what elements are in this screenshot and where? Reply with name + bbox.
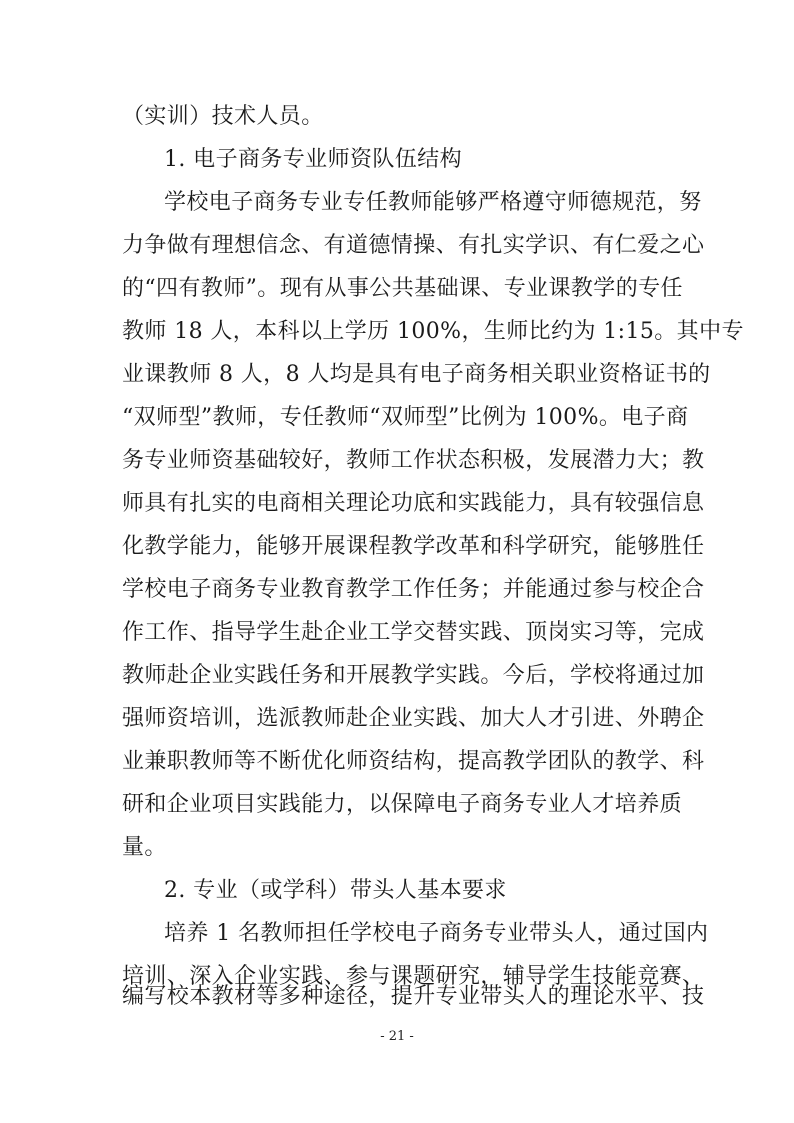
paragraph-line: 培训、深入企业实践、参与课题研究，辅导学生技能竞赛、 [122, 964, 705, 989]
paragraph-line: 业课教师 8 人，8 人均是具有电子商务相关职业资格证书的 [122, 362, 711, 387]
paragraph-line: 量。 [122, 835, 167, 860]
section-heading: 2. 专业（或学科）带头人基本要求 [164, 878, 507, 903]
paragraph-line: 力争做有理想信念、有道德情操、有扎实学识、有仁爱之心 [122, 233, 705, 258]
paragraph-line: 作工作、指导学生赴企业工学交替实践、顶岗实习等，完成 [122, 620, 705, 645]
paragraph-line: （实训）技术人员。 [122, 104, 324, 129]
paragraph-line: 教师 18 人，本科以上学历 100%，生师比约为 1:15。其中专 [122, 319, 744, 344]
paragraph-line: “双师型”教师，专任教师“双师型”比例为 100%。电子商 [122, 405, 689, 430]
page-number: - 21 - [380, 1029, 414, 1044]
paragraph-line: 化教学能力，能够开展课程教学改革和科学研究，能够胜任 [122, 534, 705, 559]
paragraph-line: 务专业师资基础较好，教师工作状态积极，发展潜力大；教 [122, 448, 705, 473]
paragraph-line: 学校电子商务专业专任教师能够严格遵守师德规范，努 [164, 190, 702, 215]
paragraph-line: 研和企业项目实践能力，以保障电子商务专业人才培养质 [122, 792, 683, 817]
paragraph-line: 培养 1 名教师担任学校电子商务专业带头人，通过国内 [164, 921, 709, 946]
paragraph-line: 业兼职教师等不断优化师资结构，提高教学团队的教学、科 [122, 749, 705, 774]
paragraph-line: 强师资培训，选派教师赴企业实践、加大人才引进、外聘企 [122, 706, 705, 731]
paragraph-line: 学校电子商务专业教育教学工作任务；并能通过参与校企合 [122, 577, 705, 602]
paragraph-line: 编写校本教材等多种途径，提升专业带头人的理论水平、技 [122, 984, 705, 1009]
paragraph-line: 的“四有教师”。现有从事公共基础课、专业课教学的专任 [122, 276, 683, 301]
section-heading: 1. 电子商务专业师资队伍结构 [164, 147, 462, 172]
paragraph-line: 师具有扎实的电商相关理论功底和实践能力，具有较强信息 [122, 491, 705, 516]
paragraph-line: 教师赴企业实践任务和开展教学实践。今后，学校将通过加 [122, 663, 705, 688]
